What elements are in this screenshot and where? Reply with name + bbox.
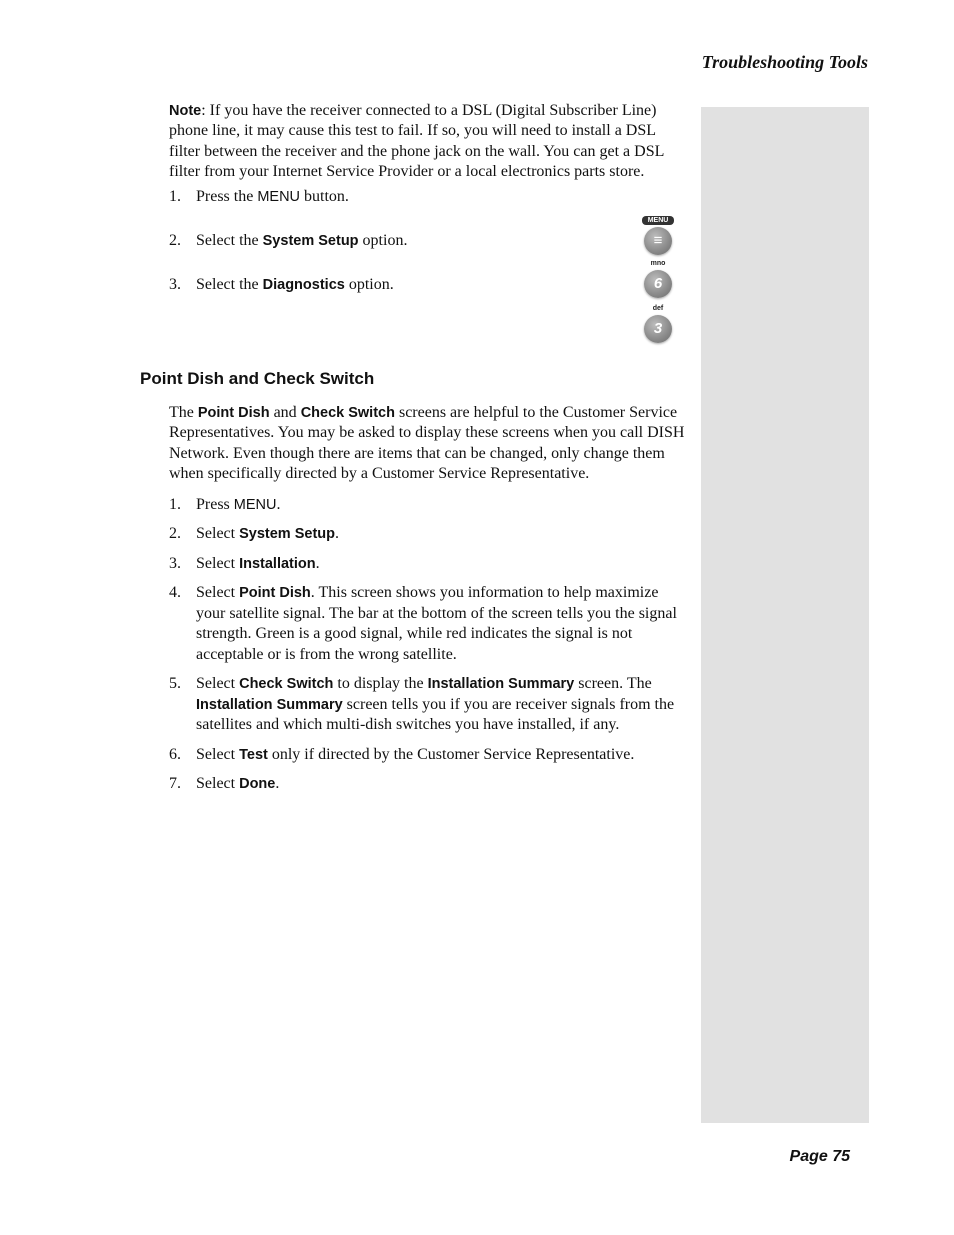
step-number: 3. — [169, 554, 181, 572]
diagnostics-steps — [169, 187, 685, 319]
step-number: 6. — [169, 745, 181, 763]
option-name: System Setup — [262, 232, 359, 249]
screen-name: Installation Summary — [196, 696, 343, 713]
intro-text: The — [169, 404, 198, 421]
margin-sidebar — [701, 107, 869, 1123]
step-number: 2. — [169, 231, 181, 249]
menu-key-caption: MENU — [642, 216, 674, 225]
list-item — [169, 231, 685, 275]
list-item — [169, 275, 685, 319]
step-text: Select — [196, 525, 240, 543]
note-paragraph — [169, 101, 685, 183]
key-3-caption: def — [652, 305, 664, 312]
menu-key — [638, 216, 678, 255]
list-item — [169, 495, 685, 515]
step-number: 2. — [169, 525, 181, 543]
option-name: Diagnostics — [262, 276, 345, 293]
step-text: Select — [196, 584, 240, 602]
menu-button-icon: ≡ — [644, 227, 672, 255]
menu-key-name: MENU — [233, 496, 277, 513]
option-name: System Setup — [239, 526, 335, 543]
page-header-title: Troubleshooting Tools — [701, 52, 868, 72]
step-text: Select — [196, 745, 240, 763]
option-name: Point Dish — [239, 585, 311, 602]
step-text: Select — [196, 675, 240, 693]
section-heading: Point Dish and Check Switch — [140, 369, 375, 388]
step-number: 1. — [169, 495, 181, 513]
step-text: Select — [196, 775, 240, 793]
step-number: 5. — [169, 675, 181, 693]
point-dish-section — [169, 403, 685, 804]
screen-name: Installation Summary — [427, 676, 575, 693]
intro-text: and — [269, 404, 301, 421]
key-3 — [638, 305, 678, 343]
note-and-diagnostics-section — [169, 101, 685, 319]
step-text: Select the — [196, 231, 263, 249]
step-text: screen tells you if you are receiver signals from the satellites and which multi-dish switches you have installed, if any. — [196, 695, 675, 734]
menu-key-name: MENU — [257, 188, 301, 205]
note-text: : If you have the receiver connected to a DSL (Digital Subscriber Line) phone line, it may cause this test to fail. If so, you will need to install a DSL filter between the receiver and the phone jack on the wall. You can get a DSL filter from your Internet Service Provider or a local electronics parts store. — [169, 102, 664, 181]
step-text: . — [335, 525, 339, 543]
screen-name: Check Switch — [300, 405, 395, 421]
section-intro — [169, 403, 685, 485]
list-item — [169, 745, 685, 765]
step-text: . — [276, 495, 281, 513]
step-number: 7. — [169, 775, 181, 793]
note-label: Note — [169, 103, 202, 119]
list-item — [169, 674, 685, 735]
step-text: . — [315, 554, 320, 572]
step-number: 4. — [169, 584, 181, 602]
step-text: only if directed by the Customer Service Representative. — [267, 745, 635, 763]
key-6-caption: mno — [650, 260, 666, 267]
step-text: button. — [300, 187, 349, 205]
option-name: Check Switch — [239, 676, 334, 693]
screen-name: Point Dish — [197, 405, 270, 421]
list-item — [169, 187, 685, 231]
step-text: option. — [358, 231, 408, 249]
list-item — [169, 524, 685, 544]
step-text: . This screen shows you information to help maximize your satellite signal. The bar at the bottom of the screen tells you the signal strength. Green is a good signal, while red indicates the signal is not acceptable or is from the wrong satellite. — [196, 584, 677, 663]
list-item — [169, 554, 685, 574]
list-item — [169, 583, 685, 665]
step-text: option. — [344, 275, 394, 293]
step-text: screen. The — [574, 675, 652, 693]
step-text: to display the — [333, 675, 428, 693]
option-name: Test — [239, 746, 268, 763]
step-text: Press — [196, 495, 234, 513]
step-text: Press the — [196, 187, 258, 205]
step-number: 1. — [169, 187, 181, 205]
step-text: Select — [196, 554, 240, 572]
number-3-button-icon: 3 — [644, 315, 672, 343]
step-number: 3. — [169, 275, 181, 293]
list-item — [169, 774, 685, 794]
step-text: Select the — [196, 275, 263, 293]
point-dish-steps — [169, 495, 685, 795]
intro-text: screens are helpful to the Customer Service Representatives. You may be asked to display these screens when you call DISH Network. Even though there are items that can be changed, only change them when specifically directed by a Customer Service Representative. — [169, 404, 685, 483]
page-number: Page 75 — [789, 1148, 850, 1165]
option-name: Done — [239, 776, 276, 793]
option-name: Installation — [239, 555, 316, 572]
number-6-button-icon: 6 — [644, 270, 672, 298]
key-6 — [638, 260, 678, 298]
step-text: . — [275, 775, 280, 793]
